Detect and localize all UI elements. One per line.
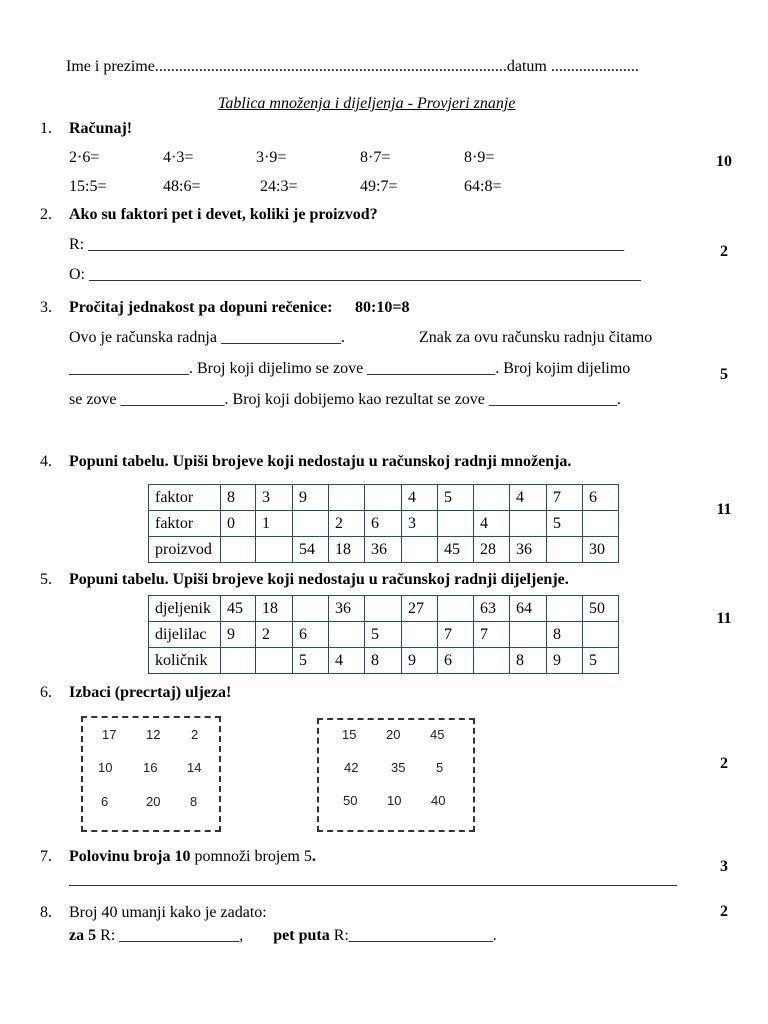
- table-cell: 27: [402, 596, 438, 622]
- table-cell: 64: [510, 596, 547, 622]
- q1-title: Računaj!: [69, 120, 133, 137]
- table-cell: 54: [293, 537, 329, 563]
- box-number[interactable]: 8: [190, 794, 198, 809]
- q5-title: Popuni tabelu. Upiši brojeve koji nedostaju u računskoj radnji dijeljenje.: [69, 571, 569, 588]
- q8-pet-puta-label: pet puta: [273, 927, 330, 944]
- empty-cell[interactable]: [365, 596, 402, 622]
- q8-points: 2: [720, 903, 728, 920]
- multiplication-table: [148, 484, 619, 563]
- q1-task[interactable]: 2·6=: [69, 149, 100, 166]
- q1-task[interactable]: 4·3=: [163, 149, 194, 166]
- table-cell: 6: [293, 622, 329, 648]
- table-cell: 5: [365, 622, 402, 648]
- box-number[interactable]: 42: [344, 760, 359, 775]
- empty-cell[interactable]: [329, 622, 365, 648]
- table-cell: 9: [547, 648, 583, 674]
- table-cell: 6: [365, 511, 402, 537]
- table-row: [149, 485, 619, 511]
- table-cell: 50: [583, 596, 619, 622]
- empty-cell[interactable]: [256, 648, 293, 674]
- row-label: dijelilac: [149, 622, 221, 648]
- empty-cell[interactable]: [438, 511, 474, 537]
- q3-equation: 80:10=8: [355, 299, 410, 316]
- q1-task[interactable]: 64:8=: [464, 178, 502, 195]
- q5-points: 11: [716, 610, 732, 627]
- number-box-2: [317, 718, 475, 832]
- empty-cell[interactable]: [293, 511, 329, 537]
- table-cell: 45: [221, 596, 256, 622]
- table-cell: 36: [510, 537, 547, 563]
- table-cell: 3: [402, 511, 438, 537]
- table-cell: 2: [256, 622, 293, 648]
- q6-number: 6.: [40, 684, 52, 701]
- q8-answer-1[interactable]: R: _______________,: [96, 927, 244, 944]
- q1-task[interactable]: 3·9=: [256, 149, 287, 166]
- q1-task[interactable]: 8·7=: [360, 149, 391, 166]
- q7-text-c: pomnoži brojem 5: [190, 848, 312, 865]
- table-cell: 36: [329, 596, 365, 622]
- table-cell: 4: [474, 511, 510, 537]
- table-cell: 5: [293, 648, 329, 674]
- box-number[interactable]: 20: [146, 794, 161, 809]
- division-table: [148, 595, 619, 674]
- table-row: [149, 622, 619, 648]
- table-cell: 8: [547, 622, 583, 648]
- q4-points: 11: [716, 501, 732, 518]
- q7-number-ten: 10: [174, 848, 191, 865]
- empty-cell[interactable]: [474, 648, 510, 674]
- empty-cell[interactable]: [547, 537, 583, 563]
- q3-line1b: Znak za ovu računsku radnju čitamo: [419, 329, 653, 346]
- table-cell: 8: [365, 648, 402, 674]
- q7-text-a: Polovinu broja: [69, 848, 175, 865]
- empty-cell[interactable]: [402, 622, 438, 648]
- box-number[interactable]: 14: [187, 760, 202, 775]
- q2-points: 2: [720, 243, 728, 260]
- table-cell: 0: [221, 511, 256, 537]
- worksheet-title: Tablica množenja i dijeljenja - Provjeri znanje: [218, 95, 516, 112]
- empty-cell[interactable]: [510, 622, 547, 648]
- q1-number: 1.: [40, 120, 52, 137]
- empty-cell[interactable]: [221, 648, 256, 674]
- table-cell: 18: [256, 596, 293, 622]
- table-row: [149, 596, 619, 622]
- row-label: djeljenik: [149, 596, 221, 622]
- q3-line2[interactable]: _______________. Broj koji dijelimo se zove ________________. Broj kojim dijelimo: [69, 360, 631, 377]
- q6-title: Izbaci (precrtaj) uljeza!: [69, 684, 232, 701]
- q7-text: [69, 848, 316, 866]
- table-cell: 9: [293, 485, 329, 511]
- box-number[interactable]: 45: [430, 727, 445, 742]
- table-cell: 7: [438, 622, 474, 648]
- q7-text-d: .: [311, 848, 316, 865]
- q4-number: 4.: [40, 453, 52, 470]
- table-cell: 4: [402, 485, 438, 511]
- table-cell: 1: [256, 511, 293, 537]
- box-number[interactable]: 15: [342, 727, 357, 742]
- box-number[interactable]: 40: [431, 793, 446, 808]
- empty-cell[interactable]: [293, 596, 329, 622]
- box-number[interactable]: 12: [146, 727, 161, 742]
- q7-points: 3: [720, 858, 728, 875]
- q6-points: 2: [720, 755, 728, 772]
- q2-number: 2.: [40, 206, 52, 223]
- box-number[interactable]: 50: [343, 793, 358, 808]
- q8-za5-label: za 5: [69, 927, 97, 944]
- table-cell: 6: [583, 485, 619, 511]
- q3-line3[interactable]: se zove _____________. Broj koji dobijemo kao rezultat se zove ________________.: [69, 391, 621, 408]
- table-cell: 18: [329, 537, 365, 563]
- q2-answer-line[interactable]: R: ___________________________________________________________________: [69, 236, 625, 253]
- box-number[interactable]: 6: [101, 794, 109, 809]
- q2-response-line[interactable]: O: _____________________________________________________________________: [69, 266, 641, 283]
- box-number[interactable]: 20: [386, 727, 401, 742]
- table-cell: 45: [438, 537, 474, 563]
- table-cell: 5: [583, 648, 619, 674]
- box-number[interactable]: 17: [102, 727, 117, 742]
- q1-task[interactable]: 48:6=: [163, 178, 201, 195]
- table-row: [149, 537, 619, 563]
- table-cell: 8: [510, 648, 547, 674]
- empty-cell[interactable]: [256, 537, 293, 563]
- q2-title: Ako su faktori pet i devet, koliki je proizvod?: [69, 206, 378, 223]
- table-cell: 3: [256, 485, 293, 511]
- q7-answer-line[interactable]: ____________________________________________________________________________: [69, 871, 677, 888]
- table-cell: 7: [474, 622, 510, 648]
- table-cell: 9: [402, 648, 438, 674]
- table-cell: 28: [474, 537, 510, 563]
- q1-task[interactable]: 15:5=: [69, 178, 107, 195]
- empty-cell[interactable]: [438, 596, 474, 622]
- table-cell: 8: [221, 485, 256, 511]
- box-number[interactable]: 5: [436, 760, 444, 775]
- q8-title: Broj 40 umanji kako je zadato:: [69, 904, 267, 921]
- q1-task[interactable]: 24:3=: [260, 178, 298, 195]
- empty-cell[interactable]: [402, 537, 438, 563]
- q7-number: 7.: [40, 848, 52, 865]
- table-cell: 36: [365, 537, 402, 563]
- number-box-1: [81, 716, 221, 832]
- q1-task[interactable]: 49:7=: [360, 178, 398, 195]
- empty-cell[interactable]: [583, 511, 619, 537]
- q3-points: 5: [720, 366, 728, 383]
- empty-cell[interactable]: [547, 596, 583, 622]
- table-cell: 30: [583, 537, 619, 563]
- box-number[interactable]: 35: [391, 760, 406, 775]
- box-number[interactable]: 16: [143, 760, 158, 775]
- table-cell: 2: [329, 511, 365, 537]
- table-cell: 4: [510, 485, 547, 511]
- empty-cell[interactable]: [510, 511, 547, 537]
- row-label: faktor: [149, 485, 221, 511]
- q8-answers: [69, 927, 497, 945]
- q4-title: Popuni tabelu. Upiši brojeve koji nedostaju u računskoj radnji množenja.: [69, 453, 572, 470]
- table-cell: 4: [329, 648, 365, 674]
- q8-number: 8.: [40, 904, 52, 921]
- table-row: [149, 511, 619, 537]
- q1-task[interactable]: 8·9=: [464, 149, 495, 166]
- row-label: količnik: [149, 648, 221, 674]
- row-label: proizvod: [149, 537, 221, 563]
- table-cell: 7: [547, 485, 583, 511]
- empty-cell[interactable]: [329, 485, 365, 511]
- table-cell: 9: [221, 622, 256, 648]
- empty-cell[interactable]: [221, 537, 256, 563]
- table-row: [149, 648, 619, 674]
- table-cell: 6: [438, 648, 474, 674]
- box-number[interactable]: 10: [98, 760, 113, 775]
- table-cell: 5: [547, 511, 583, 537]
- row-label: faktor: [149, 511, 221, 537]
- empty-cell[interactable]: [365, 485, 402, 511]
- box-number[interactable]: 2: [191, 727, 199, 742]
- q3-title: Pročitaj jednakost pa dopuni rečenice:: [69, 299, 333, 316]
- q8-answer-2[interactable]: R:__________________.: [329, 927, 497, 944]
- table-cell: 5: [438, 485, 474, 511]
- q1-points: 10: [716, 153, 732, 170]
- box-number[interactable]: 10: [387, 793, 402, 808]
- q3-line1a[interactable]: Ovo je računska radnja _______________.: [69, 329, 345, 346]
- q5-number: 5.: [40, 571, 52, 588]
- table-cell: 63: [474, 596, 510, 622]
- empty-cell[interactable]: [474, 485, 510, 511]
- q3-number: 3.: [40, 299, 52, 316]
- name-date-line[interactable]: Ime i prezime........................................................................................datum ......................: [66, 58, 639, 75]
- empty-cell[interactable]: [583, 622, 619, 648]
